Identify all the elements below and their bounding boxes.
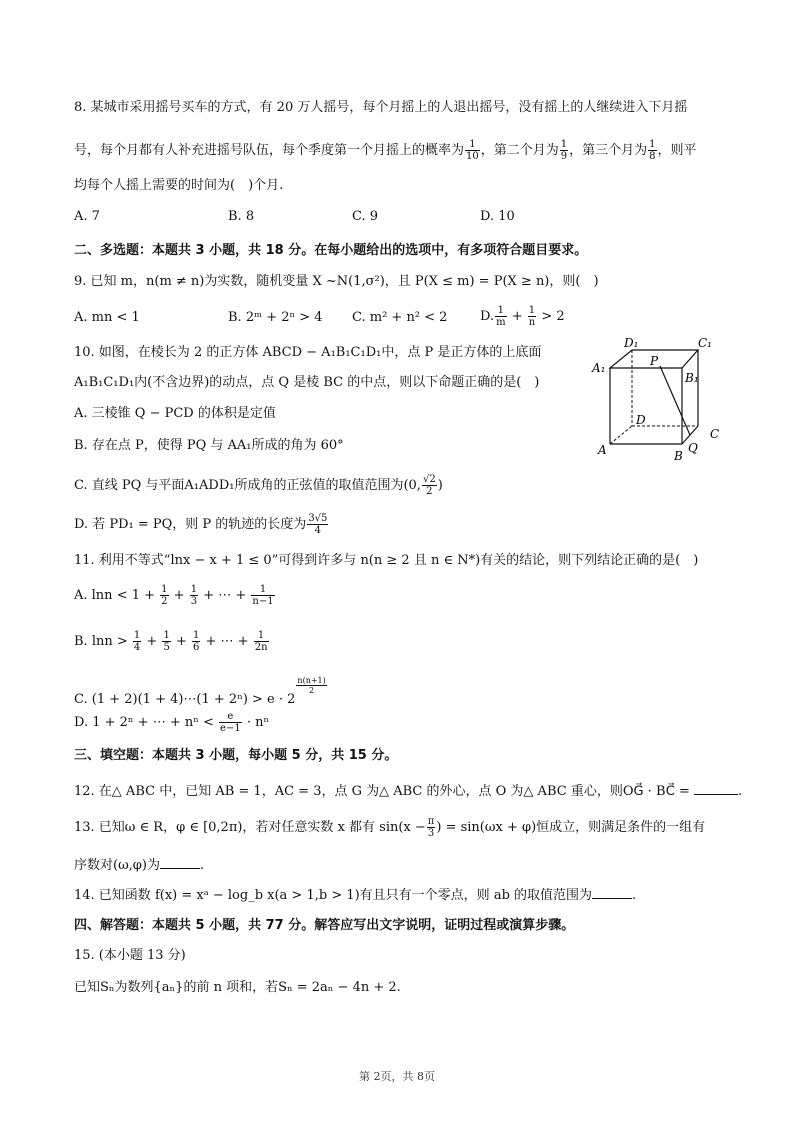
q11-c-exponent-frac [296,676,326,695]
frac-den: n [528,317,536,328]
q13-end: . [199,858,205,873]
label-p: P [650,354,659,368]
q9-d-suffix: > 2 [541,309,565,324]
q11-option-b: B. lnn > $\frac{1}{4}$ + $\frac{1}{5}$ + $\frac{1}{6}$ + ⋯ + $\frac{1}{2n}$ [74,630,268,653]
frac-num: 1 [163,630,170,641]
label-d: D [636,413,646,427]
section4-heading: 四、解答题：本题共 5 小题，共 77 分。解答应写出文字说明，证明过程或演算步骤。 [74,918,575,933]
q10-c-text: C. 直线 PQ 与平面A₁ADD₁所成角的正弦值的取值范围为(0, [74,478,421,493]
label-b1: B₁ [685,371,699,385]
q15-heading: 15. (本小题 13 分) [74,948,186,963]
q12-stem [74,782,742,801]
q11-a-frac2 [190,584,198,607]
page-footer: 第 2页，共 8页 [359,1070,435,1083]
q11-option-c [74,676,328,709]
frac-num: 1 [190,584,198,595]
q11-b-frac-last [254,630,269,653]
frac-num: 3√5 [308,513,328,524]
q11-a-ellipsis: + ⋯ + [203,588,247,603]
q8-text-a: 号，每个月都有人补充进摇号队伍，每个季度第一个月摇上的概率为 [74,143,465,158]
label-a1: A₁ [592,361,606,375]
frac-num: 1 [649,139,656,150]
frac-den: 10 [466,151,479,162]
frac-den: 6 [192,642,200,653]
q13-answer-blank[interactable] [160,856,200,869]
section2-heading: 二、多选题：本题共 3 小题，共 18 分。在每小题给出的选项中，有多项符合题目要求。 [74,243,588,258]
section3-heading: 三、填空题：本题共 3 小题，每小题 5 分，共 15 分。 [74,748,398,763]
q8-fraction-3 [648,139,656,162]
frac-num: 1 [251,584,274,596]
q10-d-text: D. 若 PD₁ = PQ，则 P 的轨迹的长度为 [74,517,307,532]
q14-text: 14. 已知函数 f(x) = xᵃ − log_b x(a > 1,b > 1)有且只有一个零点，则 ab 的取值范围为 [74,888,593,903]
q11-d-text: D. 1 + 2ⁿ + ⋯ + nⁿ < [74,715,214,730]
frac-den: 4 [133,642,141,653]
q11-d-frac [219,711,242,734]
frac-num: 1 [192,630,200,641]
q9-d-plus: + [511,309,523,324]
q10-c-frac [422,474,437,497]
frac-num: 1 [254,630,269,642]
label-a: A [598,443,607,457]
q8-option-b: B. 8 [228,209,255,224]
q9-option-d [480,305,565,328]
q11-stem: 11. 利用不等式“lnx − x + 1 ≤ 0”可得到许多与 n(n ≥ 2 且 n ∈ N*)有关的结论，则下列结论正确的是( ) [74,553,699,568]
frac-den: 4 [314,525,322,536]
q14-stem [74,886,636,905]
q11-a-prefix: A. lnn < 1 + [74,588,156,603]
frac-num: 1 [161,584,168,595]
q9-d-frac1 [495,305,506,328]
q9-d-prefix: D. [480,309,495,324]
q11-option-d [74,711,269,734]
q10-option-d [74,513,329,536]
q11-a-frac1 [160,584,168,607]
cube-edge-ad [610,426,632,444]
frac-den: 3 [427,828,435,839]
q9-d-frac2 [528,305,536,328]
q14-answer-blank[interactable] [592,886,632,899]
q8-fraction-2 [560,139,568,162]
frac-num: n(n+1) [297,676,326,685]
q14-end: . [632,888,637,903]
q8-text-b: ，第二个月为 [480,143,559,158]
q8-option-a: A. 7 [74,209,100,224]
q9-option-c: C. m² + n² < 2 [352,310,448,325]
q10-line1: 10. 如图，在棱长为 2 的正方体 ABCD − A₁B₁C₁D₁中，点 P 是正方体的上底面 [74,345,542,360]
q13-text-c: 序数对(ω,φ)为 [74,858,160,873]
q13-text-b: ) = sin(ωx + φ)恒成立，则满足条件的一组有 [436,820,706,835]
q8-fraction-1 [465,139,480,162]
q11-option-a: A. lnn < 1 + $\frac{1}{2}$ + $\frac{1}{3}$ + ⋯ + $\frac{1}{n-1}$ [74,584,274,607]
q12-answer-blank[interactable] [694,782,738,795]
q8-text-d: ，则平 [657,143,697,158]
frac-den: 2 [426,486,433,497]
frac-num: 1 [133,630,141,641]
q9-option-a: A. mn < 1 [74,310,140,325]
q10-option-b: B. 存在点 P，使得 PQ 与 AA₁所成的角为 60° [74,438,344,453]
q11-a-frac-last [251,584,274,607]
q8-option-d: D. 10 [480,209,515,224]
q11-b-frac3 [192,630,200,653]
frac-num: 1 [465,139,480,151]
frac-num: e [219,711,242,723]
frac-num: 1 [495,305,506,317]
q8-text-c: ，第三个月为 [569,143,648,158]
frac-num: π [427,816,435,827]
label-q: Q [688,441,698,455]
q11-b-frac2 [162,630,170,653]
frac-den: 8 [649,151,656,162]
label-d1: D₁ [624,336,639,350]
q13-line2 [74,856,204,875]
q11-b-ellipsis: + ⋯ + [205,634,249,649]
q11-b-frac1 [133,630,141,653]
q13-frac [427,816,436,839]
q13-text-a: 13. 已知ω ∈ R，φ ∈ [0,2π)，若对任意实数 x 都有 sin(x − [74,820,426,835]
label-c1: C₁ [698,336,712,350]
q9-option-b: B. 2ᵐ + 2ⁿ > 4 [228,310,323,325]
label-b: B [674,449,683,463]
frac-den: 2 [309,686,315,695]
q8-line3: 均每个人摇上需要的时间为( )个月. [74,178,284,193]
q11-d-suffix: · nⁿ [246,715,270,730]
q15-stem: 已知Sₙ为数列{aₙ}的前 n 项和，若Sₙ = 2aₙ − 4n + 2. [74,980,401,995]
frac-den: m [496,317,506,328]
q10-option-c [74,474,443,497]
q8-line2 [74,139,697,162]
q10-c-close: ) [437,478,443,493]
q13-line1 [74,816,705,839]
label-c: C [710,427,720,441]
q11-b-prefix: B. lnn > [74,634,128,649]
frac-den: e−1 [220,723,241,734]
frac-den: 5 [163,642,170,653]
frac-den: 3 [190,596,198,607]
frac-den: 2n [254,642,268,653]
cube-figure [588,336,728,466]
frac-num: 1 [560,139,568,150]
q12-end: . [737,784,743,799]
q8-option-c: C. 9 [352,209,379,224]
q10-d-frac [307,513,328,536]
q11-c-text: C. (1 + 2)(1 + 4)⋯(1 + 2ⁿ) > e · 2 [74,692,296,707]
frac-den: n−1 [252,596,274,607]
q10-option-a: A. 三棱锥 Q − PCD 的体积是定值 [74,406,276,421]
q12-text: 12. 在△ ABC 中，已知 AB = 1，AC = 3，点 G 为△ ABC 的外心，点 O 为△ ABC 重心，则OG⃗ · BC⃗ = [74,784,694,799]
frac-num: 1 [528,305,536,316]
frac-den: 2 [161,596,168,607]
q9-stem: 9. 已知 m，n(m ≠ n)为实数，随机变量 X ~N(1,σ²)，且 P(X ≤ m) = P(X ≥ n)，则( ) [74,274,599,289]
q8-line1: 8. 某城市采用摇号买车的方式，有 20 万人摇号，每个月摇上的人退出摇号，没有摇上的人继续进入下月摇 [74,100,688,115]
q10-line2: A₁B₁C₁D₁内(不含边界)的动点，点 Q 是棱 BC 的中点，则以下命题正确的是( ) [74,375,540,390]
frac-num: √2 [422,474,436,485]
frac-den: 9 [560,151,568,162]
